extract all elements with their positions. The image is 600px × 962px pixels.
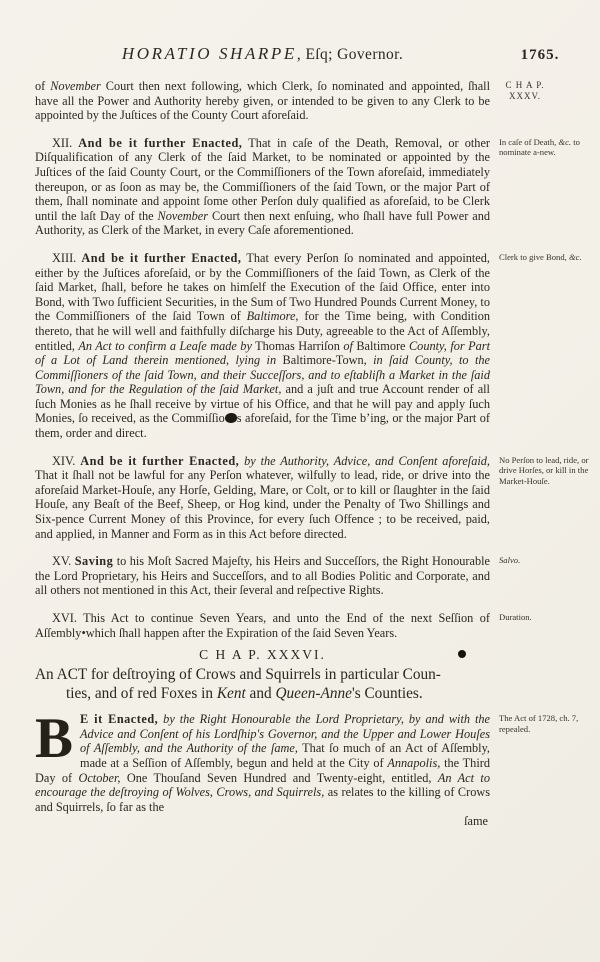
section-continuation	[35, 79, 600, 123]
margin-note-chapter: C H A P. XXXV.	[505, 80, 545, 101]
running-title	[35, 44, 490, 64]
act-title-block	[35, 666, 600, 703]
drop-cap: B	[35, 707, 74, 771]
ink-spot	[458, 650, 466, 658]
paragraph: of November Court then next following, which Clerk, ſo nominated and appointed, ſhall have all the Power and Authority hereby given, or intended to be given to any Clerk to be appointed by the Juſtices of the County Court aforeſaid.	[35, 79, 490, 123]
section-xii	[35, 136, 600, 238]
margin-note: In caſe of Death, &c. to nominate a-new.	[499, 136, 580, 158]
paragraph: XIII. And be it further Enacted, That every Perſon ſo nominated and appointed, either by the Juſtices aforeſaid, or by the Commiſſioners of the ſaid Town, as Clerk of the ſaid Market, ſhall, before he takes on himſelf the Execution of the ſaid Office, enter into Bond, with Two ſufficient Securities, in the Sum of Two Hundred Pounds Current Money, to the Commiſſioners of the ſaid Town of Baltimore, for the Time being, with Condition thereto, that he will well and faithfully diſcharge his Duty, agreeable to the Act of Aſſembly, entitled, An Act to confirm a Leaſe made by Thomas Harriſon of Baltimore County, for Part of a Lot of Land therein mentioned, lying in Baltimore-Town, in ſaid County, to the Commiſſioners of the ſaid Town, and their Succeſſors, and to eſtabliſh a Market in the ſaid Town, and for the Regulation of the ſaid Market, and a juſt and true Account render of all ſuch Monies as he ſhall receive by virtue of his Office, and that he will pay and apply ſuch Monies, ſo received, as the Commiſſio s aforeſaid, for the Time bʼing, or the major Part of them, order and direct.	[35, 250, 491, 441]
section-xv	[35, 554, 600, 598]
catchword: ſame	[464, 814, 488, 829]
chapter-heading	[35, 647, 490, 663]
margin-note: Duration.	[499, 612, 532, 622]
chapter-36	[35, 647, 600, 663]
paragraph: XVI. This Act to continue Seven Years, and unto the End of the next Seſſion of Aſſembly•which ſhall happen after the Expiration of the ſaid Seven Years.	[35, 611, 490, 640]
paragraph: XV. Saving to his Moſt Sacred Majeſty, his Heirs and Succeſſors, the Right Honourable the Lord Proprietary, his Heirs and Succeſſors, and to all Bodies Politic and Corporate, and all others not mentioned in this Act, their ſeveral and reſpective Rights.	[35, 554, 490, 598]
page-year: 1765.	[520, 47, 560, 63]
act-title-line1: An ACT for deſtroying of Crows and Squirrels in particular Coun-	[35, 666, 441, 684]
margin-note: The Act of 1728, ch. 7, repealed.	[499, 713, 579, 734]
margin-note: No Perſon to lead, ride, or drive Horſes, or kill in the Market-Houſe.	[499, 454, 589, 486]
margin-note: Salvo.	[499, 555, 521, 566]
act-title-line2: ties, and of red Foxes in Kent and Queen-Anne's Counties.	[66, 684, 423, 702]
section-xvi	[35, 611, 600, 640]
section-xiv	[35, 454, 600, 542]
paragraph: XII. And be it further Enacted, That in caſe of the Death, Removal, or other Diſqualification of any Clerk of the ſaid Market, to be nominated or appointed by the Juſtices of the ſaid County Court, or the Commiſſioners of the Town aforeſaid, immediately thereupon, or as ſoon as may be, the Commiſſioners of the ſaid Town, or the major Part of them, ſhall nominate and appoint ſome other Perſon duly qualified as aforeſaid, to be Clerk until the laſt Day of the November Court then next enſuing, who ſhall have full Power and Authority, as Clerk of the Market, in every Caſe aforementioned.	[35, 135, 490, 238]
governor-name: HORATIO SHARPE	[121, 44, 297, 63]
act-title	[35, 666, 500, 703]
section-xiii	[35, 251, 600, 441]
enacting-clause	[35, 707, 600, 829]
page-header	[35, 44, 600, 64]
chapter-heading-text: C H A P. XXXVI.	[199, 647, 326, 663]
paragraph: E it Enacted, by the Right Honourable the Lord Proprietary, by and with the Advice and Conſent of his Lordſhip's Governor, and the Upper and Lower Houſes of Aſſembly, and the Authority of the ſame, That ſo much of an Act of Aſſembly, made at a Seſſion of Aſſembly, begun and held at the City of Annapolis, the Third Day of October, One Thouſand Seven Hundred and Twenty-eight, entitled, An Act to encourage the deſtroying of Wolves, Crows, and Squirrels, as relates to the killing of Crows and Squirrels, ſo far as the	[35, 712, 491, 814]
paragraph: XIV. And be it further Enacted, by the Authority, Advice, and Conſent aforeſaid, That it ſhall not be lawful for any Perſon whatever, wilfully to lead, ride, or drive into the aforeſaid Market-Houſe, any Horſe, Gelding, Mare, or Colt, or to kill or ſlaughter in the ſaid Houſe, any Beaſt of the Beef, Sheep, or Hog kind, under the Penalty of Two Shillings and Six-pence Current Money of this Province, for every ſuch Offence ; to be received, paid, and applied, in Manner and Form as in this Act before directed.	[35, 453, 491, 541]
margin-note: Clerk to give Bond, &c.	[499, 251, 582, 262]
governor-title: , Eſq; Governor.	[296, 46, 404, 63]
